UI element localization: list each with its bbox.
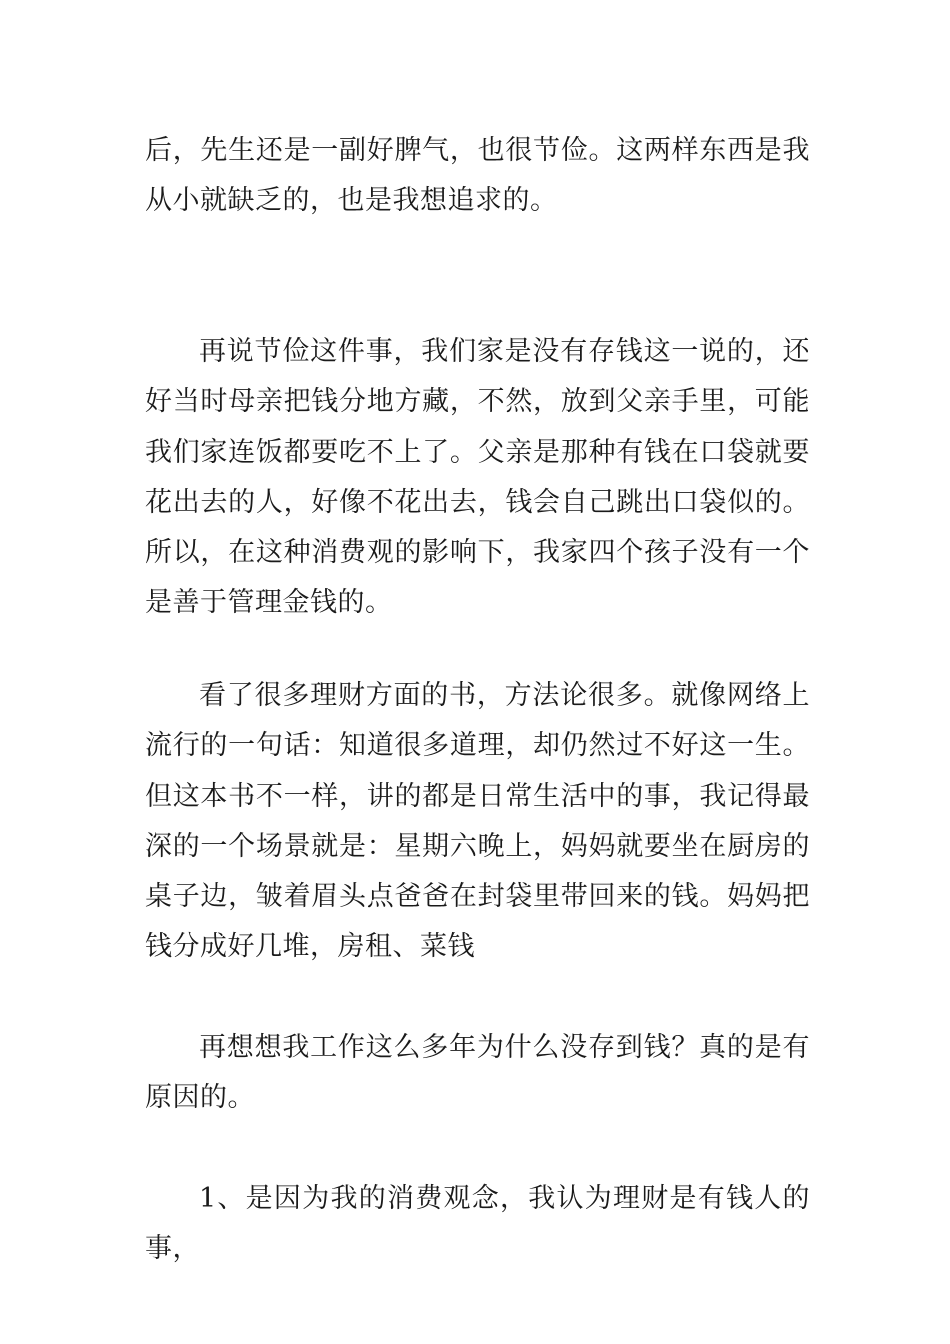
paragraph-reflection: 再想想我工作这么多年为什么没存到钱？真的是有原因的。: [145, 1032, 810, 1114]
paragraph-continuation: 后，先生还是一副好脾气，也很节俭。这两样东西是我从小就缺乏的，也是我想追求的。: [145, 135, 810, 217]
paragraph-list-item-1: 1、是因为我的消费观念，我认为理财是有钱人的事，: [145, 1183, 810, 1265]
paragraph-finance-books: 看了很多理财方面的书，方法论很多。就像网络上流行的一句话：知道很多道理，却仍然过不好这一生。但这本书不一样，讲的都是日常生活中的事，我记得最深的一个场景就是：星期六晚上，妈妈就要坐在厨房的桌子边，皱着眉头点爸爸在封袋里带回来的钱。妈妈把钱分成好几堆，房租、菜钱: [145, 680, 810, 963]
paragraph-frugality: 再说节俭这件事，我们家是没有存钱这一说的，还好当时母亲把钱分地方藏，不然，放到父亲手里，可能我们家连饭都要吃不上了。父亲是那种有钱在口袋就要花出去的人，好像不花出去，钱会自己跳出口袋似的。所以，在这种消费观的影响下，我家四个孩子没有一个是善于管理金钱的。: [145, 336, 810, 619]
